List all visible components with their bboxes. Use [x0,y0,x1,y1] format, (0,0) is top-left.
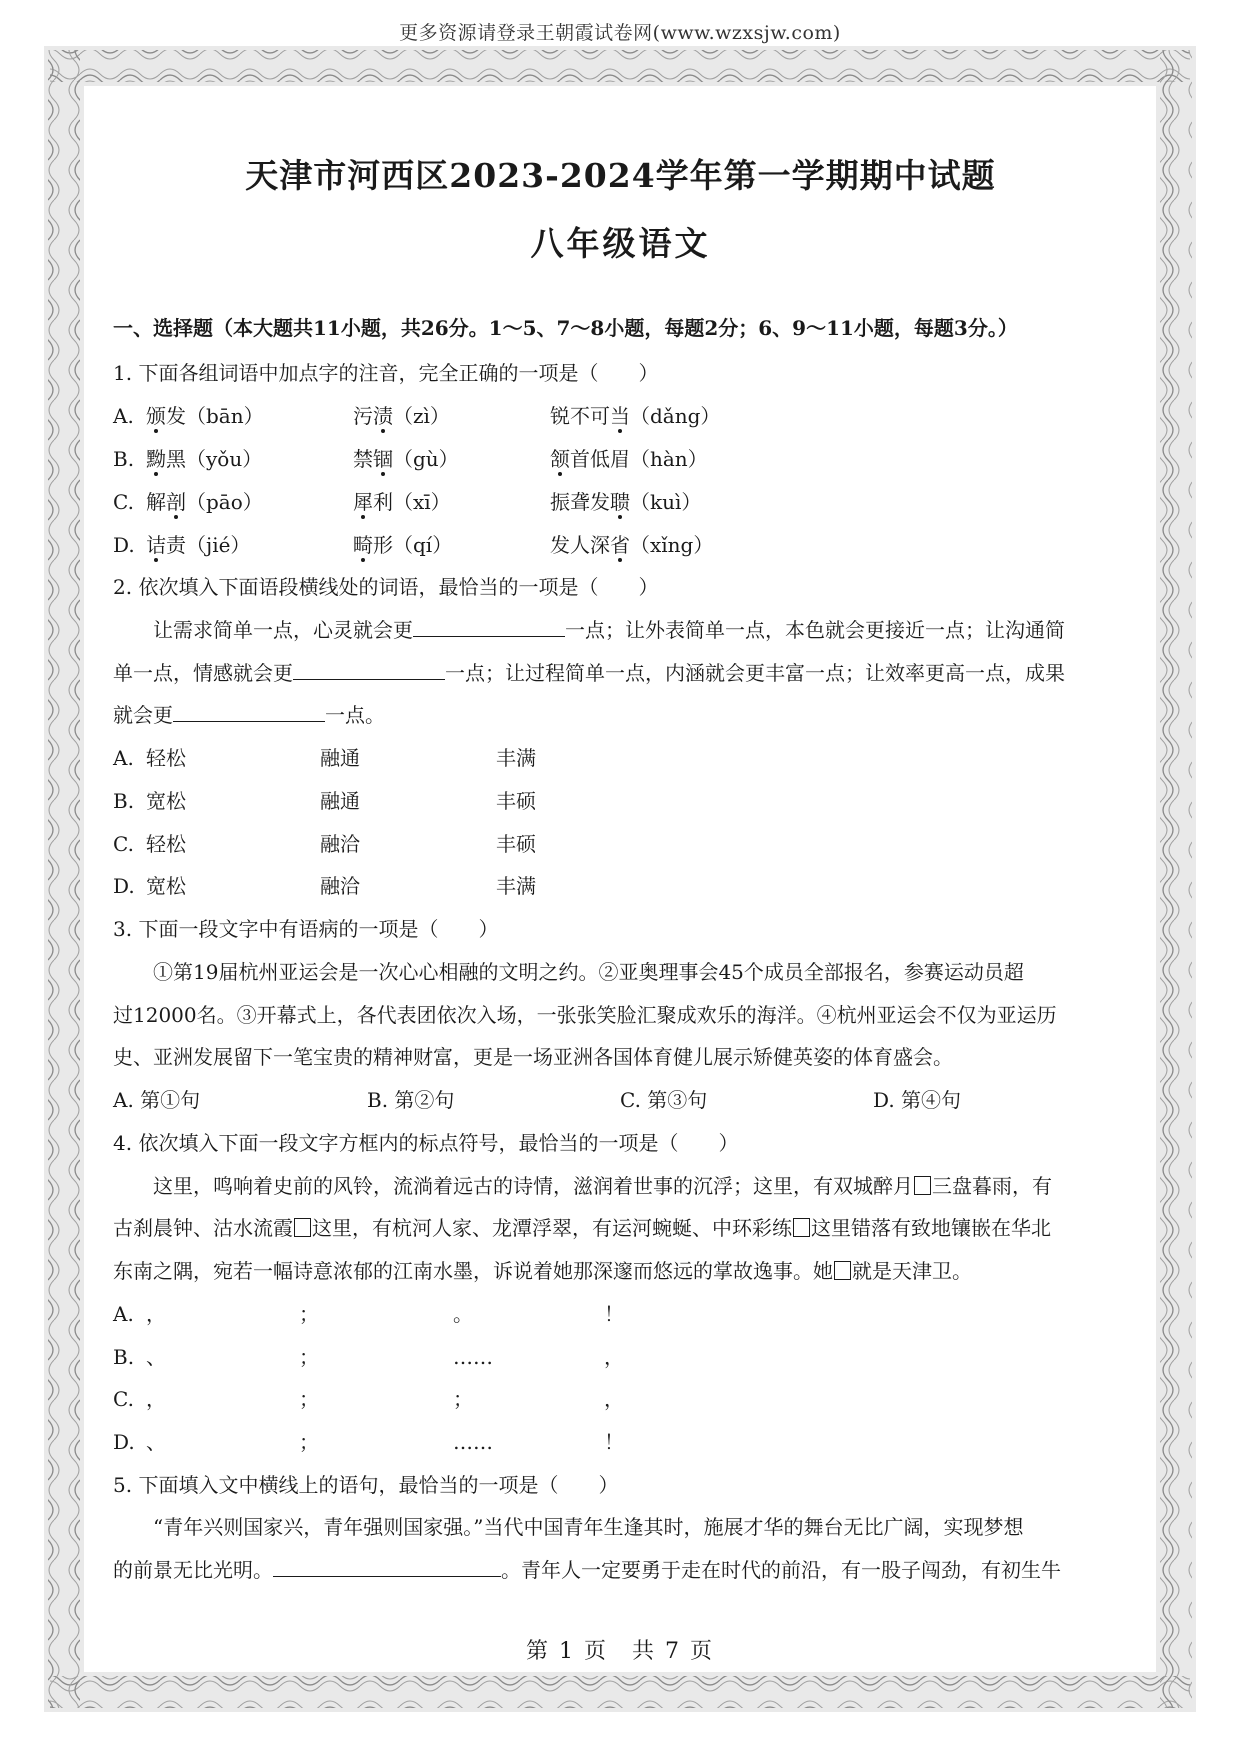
q2-passage-line3: 就会更 一点。 [113,703,385,727]
answer-blank-1 [413,618,565,637]
q1-b-word3: 颔首低眉（hàn） [550,447,708,471]
q3-passage-line2: 过12000名。③开幕式上，各代表团依次入场，一张张笑脸汇聚成欢乐的海洋。④杭州亚运会不仅为亚运历 [113,1003,1057,1027]
question-3-stem: 3. 下面一段文字中有语病的一项是（ ） [113,917,499,941]
q5-passage-line1: “青年兴则国家兴，青年强则国家强。”当代中国青年生逢其时，施展才华的舞台无比广阔，实现梦想 [153,1515,1024,1539]
q1-a-word1: 颁发（bān） [146,404,264,428]
page-subtitle: 八年级语文 [530,224,711,263]
answer-blank-2 [293,661,445,680]
q1-b-word2: 禁锢（gù） [353,447,459,471]
q1-c-word1: 解剖（pāo） [146,490,263,514]
header-source-note: 更多资源请登录王朝霞试卷网(www.wzxsjw.com) [399,22,841,44]
question-4-stem: 4. 依次填入下面一段文字方框内的标点符号，最恰当的一项是（ ） [113,1131,739,1155]
punctuation-box-1 [914,1176,931,1195]
question-1-stem: 1. 下面各组词语中加点字的注音，完全正确的一项是（ ） [113,361,659,385]
punctuation-box-4 [834,1261,851,1280]
q3-passage-line1: ①第19届杭州亚运会是一次心心相融的文明之约。②亚奥理事会45个成员全部报名，参赛运动员超 [153,960,1024,984]
q1-b-word1: 黝黑（yǒu） [146,447,263,471]
q5-passage-line2: 的前景无比光明。 。青年人一定要勇于走在时代的前沿，有一股子闯劲，有初生牛 [113,1558,1061,1582]
q1-c-word3: 振聋发聩（kuì） [550,490,702,514]
punctuation-box-3 [793,1218,810,1237]
q2-passage-line2: 单一点，情感就会更 一点；让过程简单一点，内涵就会更丰富一点；让效率更高一点，成果 [113,661,1065,685]
page-number-footer: 第 1 页 共 7 页 [526,1639,714,1664]
q1-a-word2: 污渍（zì） [353,404,450,428]
page-title: 天津市河西区2023-2024学年第一学期期中试题 [245,156,996,195]
question-5-stem: 5. 下面填入文中横线上的语句，最恰当的一项是（ ） [113,1473,619,1497]
q1-d-word3: 发人深省（xǐng） [550,533,714,557]
q4-passage-line1: 这里，鸣响着史前的风铃，流淌着远古的诗情，滋润着世事的沉浮；这里，有双城醉月 三盘暮雨，有 [153,1174,1052,1198]
q4-passage-line2: 古刹晨钟、沽水流霞 这里，有杭河人家、龙潭浮翠，有运河蜿蜒、中环彩练 这里错落有致地镶嵌在华北 [113,1216,1051,1240]
q2-passage-line1: 让需求简单一点，心灵就会更 一点；让外表简单一点，本色就会更接近一点；让沟通简 [153,618,1065,642]
q4-passage-line3: 东南之隅，宛若一幅诗意浓郁的江南水墨，诉说着她那深邃而悠远的掌故逸事。她 就是天津卫。 [113,1259,972,1283]
q1-d-word1: 诘责（jié） [146,533,251,557]
punctuation-box-2 [294,1218,311,1237]
q1-d-word2: 畸形（qí） [353,533,453,557]
q1-c-word2: 犀利（xī） [353,490,451,514]
q3-passage-line3: 史、亚洲发展留下一笔宝贵的精神财富，更是一场亚洲各国体育健儿展示矫健英姿的体育盛会。 [113,1045,953,1069]
question-2-stem: 2. 依次填入下面语段横线处的词语，最恰当的一项是（ ） [113,575,659,599]
answer-blank-3 [173,703,325,722]
q1-a-word3: 锐不可当（dǎng） [550,404,721,428]
section-heading: 一、选择题（本大题共11小题，共26分。1～5、7～8小题，每题2分；6、9～11小题，每题3分。） [113,316,1018,340]
answer-blank-q5 [273,1558,501,1577]
